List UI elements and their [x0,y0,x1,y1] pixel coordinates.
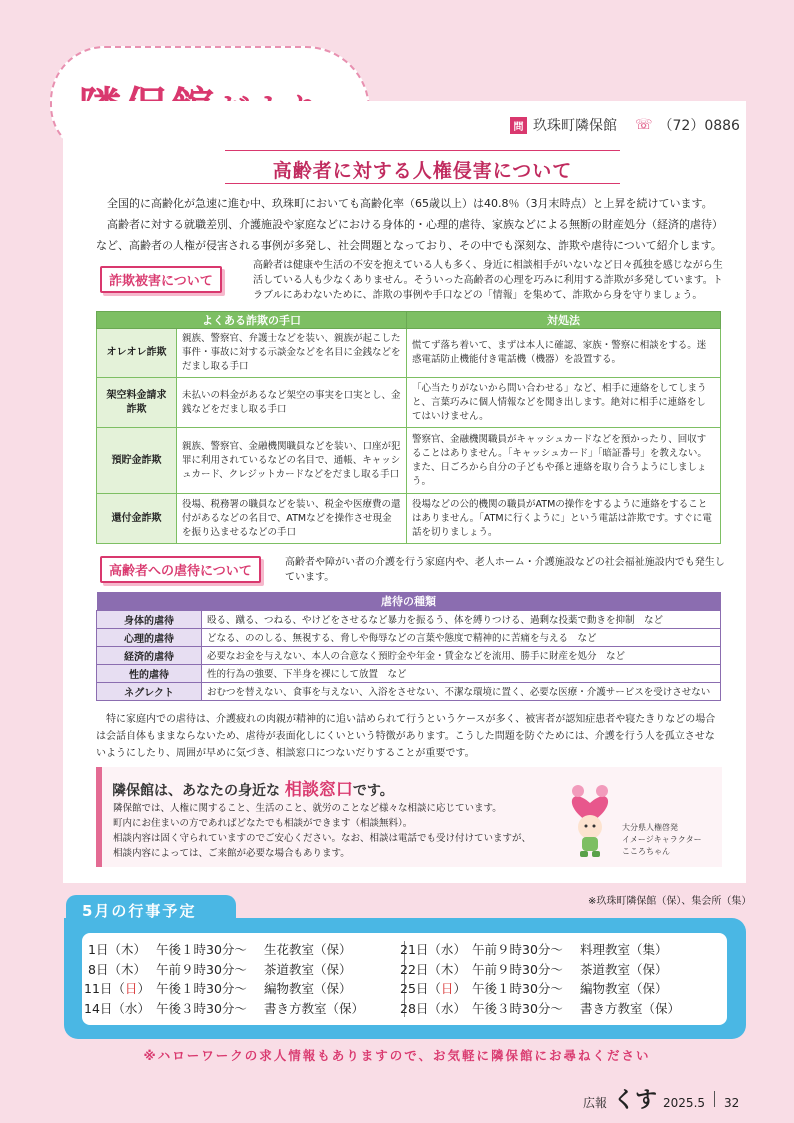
mascot-caption: 大分県人権啓発 イメージキャラクター こころちゃん [622,823,702,856]
fraud-desc: 親族、警察官、弁護士などを装い、親族が起こした事件・事故に対する示談金などを名目に金銭などをだまし取る手口 [177,329,407,378]
table-row [97,664,721,682]
schedule-row: 28日（水） 午後３時30分～ 書き方教室（保） [400,1000,681,1016]
abuse-name: 経済的虐待 [97,646,202,664]
fraud-action: 役場などの公的機関の職員がATMの操作をするように連絡をすることはありません。「ATMに行くように」という電話は詐欺です。すぐに電話を切りましょう。 [407,494,721,544]
abuse-table [96,592,721,701]
page-number: 32 [724,1096,740,1110]
consult-body: 隣保館では、人権に関すること、生活のこと、就労のことなど様々な相談に応じています。 町内にお住まいの方であればどなたでも相談ができます（相談無料）。 相談内容は固く守られていますのでご安心ください。なお、相談は電話でも受け付けていますが、 相談内容によっては、ご来館が必要な場合もあります。 [113,803,532,859]
fraud-col-header: よくある詐欺の手口 [97,312,407,329]
fraud-name: 還付金詐欺 [97,494,177,544]
schedule-row: 22日（木） 午前９時30分～ 茶道教室（保） [400,961,668,977]
abuse-desc: 殴る、蹴る、つねる、やけどをさせるなど暴力を振るう、体を縛りつける、過剰な投薬で動きを抑制 など [202,610,721,628]
page-footer [583,1083,739,1114]
schedule-legend: ※玖珠町隣保館（保）、集会所（集） [588,896,752,907]
intro-text [96,193,726,256]
headline-rule-top [225,150,620,151]
abuse-name: 性的虐待 [97,664,202,682]
fraud-intro: 高齢者は健康や生活の不安を抱えている人も多く、身近に相談相手がいないなど日々孤独を感じながら生活している人も少なくありません。そういった高齢者の心理を巧みに利用する詐欺が多発しています。トラブルにあわないために、詐欺の事例や手口などの「情報」を集めて、詐欺から身を守りましょう。 [253,260,723,301]
abuse-desc: おむつを替えない、食事を与えない、入浴をさせない、不潔な環境に置く、必要な医療・介護サービスを受けさせない [202,682,721,700]
abuse-name: ネグレクト [97,682,202,700]
fraud-desc: 未払いの料金があるなど架空の事実を口実とし、金銭などをだまし取る手口 [177,378,407,428]
table-row [97,646,721,664]
table-row [97,329,721,378]
consult-title: 隣保館は、あなたの身近な 相談窓口です。 [112,780,394,800]
abuse-desc: 性的行為の強要、下半身を裸にして放置 など [202,664,721,682]
fraud-action: 慌てず落ち着いて、まずは本人に確認、家族・警察に相談をする。迷惑電話防止機能付き電話機（機器）を設置する。 [407,329,721,378]
table-row [97,610,721,628]
headline: 高齢者に対する人権侵害について [272,160,573,182]
fraud-col-header: 対処法 [407,312,721,329]
schedule-row: 21日（水） 午前９時30分～ 料理教室（集） [400,942,668,957]
abuse-name: 心理的虐待 [97,628,202,646]
publisher-phone: （72）0886 [658,118,740,134]
publisher-name: 玖珠町隣保館 [533,118,617,134]
footer-magazine-name: くす [613,1088,658,1113]
table-row [97,378,721,428]
table-row [97,628,721,646]
headline-rule-bottom [225,183,620,184]
abuse-intro: 高齢者や障がい者の介護を行う家庭内や、老人ホーム・介護施設などの社会福祉施設内でも発生しています。 [285,557,725,583]
fraud-desc: 役場、税務署の職員などを装い、税金や医療費の還付があるなどの名目で、ATMなどを操作させ現金を振り込ませるなどの手口 [177,494,407,544]
fraud-name: オレオレ詐欺 [97,329,177,378]
inquiry-icon: 問 [510,117,527,134]
intro-paragraph: 全国的に高齢化が急速に進む中、玖珠町においても高齢化率（65歳以上）は40.8％（3月末時点）と上昇を続けています。 [107,197,713,210]
schedule-row: 8日（木） 午前９時30分～ 茶道教室（保） [88,961,352,977]
schedule-row: 25日（日） 午後１時30分～ 編物教室（保） [400,981,668,996]
abuse-paragraph: 特に家庭内での虐待は、介護疲れの肉親が精神的に追い詰められて行うというケースが多く、被害者が認知症患者や寝たきりなどの場合は会話自体もままならないため、虐待が表面化しにくいという特徴があります。こうした問題を防ぐためには、介護を行う人を孤立させないようにしたり、周囲が早めに気づき、相談窓口につないだりすることが重要です。 [96,714,716,759]
schedule-right [400,940,680,1018]
fraud-table [96,311,721,544]
fraud-action: 「心当たりがないから問い合わせる」など、相手に連絡をしてしまうと、言葉巧みに個人情報などを聞き出します。絶対に相手に連絡をしてはいけません。 [407,378,721,428]
footer-issue: 2025.5 [663,1096,706,1110]
abuse-section-label: 高齢者への虐待について [100,556,261,583]
kokoro-chan-mascot-icon [560,775,620,860]
abuse-desc: 必要なお金を与えない、本人の合意なく預貯金や年金・賃金などを流用、勝手に財産を処分 など [202,646,721,664]
fraud-desc: 親族、警察官、金融機関職員などを装い、口座が犯罪に利用されているなどの名目で、通帳、キャッシュカード、クレジットカードなどをだまし取る手口 [177,428,407,494]
abuse-name: 身体的虐待 [97,610,202,628]
fraud-name: 架空料金請求詐欺 [97,378,177,428]
table-row [97,494,721,544]
fraud-action: 警察官、金融機関職員がキャッシュカードなどを預かったり、回収することはありません。「キャッシュカード」「暗証番号」を教えない。また、日ごろから自分の子どもや孫と連絡を取り合うようにしましょう。 [407,428,721,494]
abuse-desc: どなる、ののしる、無視する、脅しや侮辱などの言葉や態度で精神的に苦痛を与える など [202,628,721,646]
schedule-left [84,940,364,1018]
table-row [97,428,721,494]
fraud-section-label: 詐欺被害について [100,266,222,293]
schedule-tab: 5月の行事予定 [66,895,236,925]
footer-separator [714,1091,715,1107]
table-row [97,682,721,700]
phone-icon: ☏ [635,117,653,133]
footer-label: 広報 [583,1096,608,1110]
intro-paragraph: 高齢者に対する就職差別、介護施設や家庭などにおける身体的・心理的虐待、家族などによる無断の財産処分（経済的虐待）など、高齢者の人権が侵害される事例が多発し、社会問題となっており、その中でも深刻な、詐欺や虐待について紹介します。 [96,218,723,252]
schedule-row: 14日（水） 午後３時30分～ 書き方教室（保） [84,1000,365,1016]
fraud-name: 預貯金詐欺 [97,428,177,494]
schedule-row: 1日（木） 午後１時30分～ 生花教室（保） [88,942,352,957]
schedule-row: 11日（日） 午後１時30分～ 編物教室（保） [84,981,352,996]
abuse-header: 虐待の種類 [97,592,721,610]
publisher-info [510,115,740,135]
hellowork-notice: ※ハローワークの求人情報もありますので、お気軽に隣保館にお尋ねください [143,1048,651,1063]
